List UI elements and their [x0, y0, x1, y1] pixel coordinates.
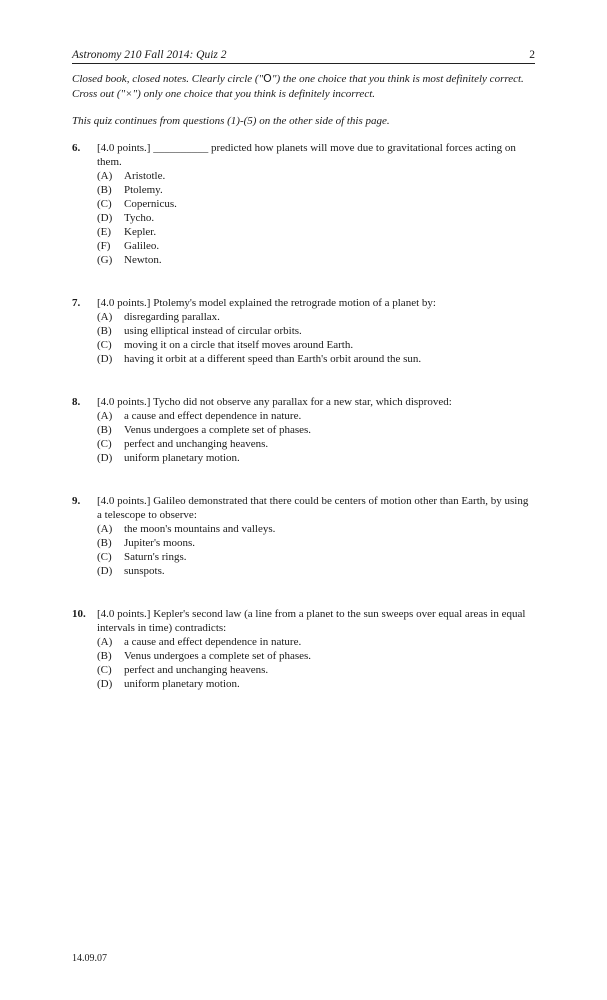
- choice-letter: (C): [97, 551, 112, 563]
- circle-mark: O: [263, 72, 272, 85]
- instructions: [72, 71, 535, 102]
- choice-text: Aristotle.: [124, 170, 166, 182]
- question-number: 7.: [72, 297, 81, 309]
- choice-text: a cause and effect dependence in nature.: [124, 636, 302, 648]
- choice-text: perfect and unchanging heavens.: [124, 664, 269, 676]
- choice-text: Galileo.: [124, 240, 160, 252]
- question-item: [72, 607, 535, 691]
- question-list: [72, 141, 535, 691]
- answer-choice: [97, 183, 535, 197]
- choice-text: Copernicus.: [124, 198, 177, 210]
- choice-text: using elliptical instead of circular orbits.: [124, 325, 302, 337]
- choice-letter: (D): [97, 353, 113, 365]
- answer-choice: [97, 522, 535, 536]
- choice-letter: (B): [97, 650, 112, 662]
- choice-text: Venus undergoes a complete set of phases.: [124, 650, 312, 662]
- choice-text: perfect and unchanging heavens.: [124, 438, 269, 450]
- question-body: [97, 607, 535, 691]
- answer-choice: [97, 437, 535, 451]
- choice-text: uniform planetary motion.: [124, 452, 240, 464]
- instructions-part2: ") the one choice that you think is most definitely correct. Cross out ("×") only one choice that you think is definitely incorrect.: [72, 73, 524, 100]
- instructions-part1: Closed book, closed notes. Clearly circle (": [72, 73, 264, 85]
- question-item: [72, 395, 535, 465]
- choice-text: disregarding parallax.: [124, 311, 220, 323]
- choice-text: the moon's mountains and valleys.: [124, 523, 276, 535]
- answer-choice: [97, 352, 535, 366]
- answer-choice: [97, 649, 535, 663]
- footer-date: 14.09.07: [72, 953, 107, 964]
- choice-text: having it orbit at a different speed than Earth's orbit around the sun.: [124, 353, 422, 365]
- choice-letter: (B): [97, 424, 112, 436]
- answer-choice: [97, 225, 535, 239]
- question-item: [72, 494, 535, 578]
- answer-choice: [97, 550, 535, 564]
- question-body: [97, 395, 535, 465]
- choice-letter: (C): [97, 664, 112, 676]
- choice-letter: (C): [97, 438, 112, 450]
- answer-choice: [97, 338, 535, 352]
- question-text: [4.0 points.] Galileo demonstrated that there could be centers of motion other than Earth, by using a telescope to observe:: [97, 495, 529, 521]
- question-body: [97, 141, 535, 267]
- quiz-title: Astronomy 210 Fall 2014: Quiz 2: [72, 49, 227, 61]
- choice-text: Saturn's rings.: [124, 551, 187, 563]
- choice-letter: (A): [97, 311, 113, 323]
- page-number: 2: [529, 49, 535, 61]
- question-text: [4.0 points.] __________ predicted how planets will move due to gravitational forces acting on them.: [97, 142, 516, 168]
- choice-letter: (B): [97, 184, 112, 196]
- choice-text: moving it on a circle that itself moves around Earth.: [124, 339, 354, 351]
- choice-letter: (B): [97, 325, 112, 337]
- choice-letter: (D): [97, 212, 113, 224]
- choice-text: Tycho.: [124, 212, 155, 224]
- choice-text: Ptolemy.: [124, 184, 163, 196]
- answer-choice: [97, 211, 535, 225]
- question-item: [72, 296, 535, 366]
- choice-text: Venus undergoes a complete set of phases.: [124, 424, 312, 436]
- choice-letter: (E): [97, 226, 112, 238]
- choice-letter: (C): [97, 339, 112, 351]
- choice-letter: (D): [97, 452, 113, 464]
- page-header: [72, 48, 535, 64]
- answer-choice: [97, 324, 535, 338]
- answer-choice: [97, 239, 535, 253]
- choice-text: sunspots.: [124, 565, 165, 577]
- answer-choice: [97, 564, 535, 578]
- choice-letter: (A): [97, 410, 113, 422]
- answer-choice: [97, 677, 535, 691]
- question-body: [97, 494, 535, 578]
- choice-letter: (A): [97, 523, 113, 535]
- answer-choice: [97, 409, 535, 423]
- question-item: [72, 141, 535, 267]
- question-body: [97, 296, 535, 366]
- choice-letter: (C): [97, 198, 112, 210]
- question-text: [4.0 points.] Ptolemy's model explained the retrograde motion of a planet by:: [97, 297, 436, 309]
- choice-letter: (B): [97, 537, 112, 549]
- choice-letter: (A): [97, 170, 113, 182]
- quiz-page: [72, 48, 535, 691]
- answer-choice: [97, 536, 535, 550]
- question-text: [4.0 points.] Kepler's second law (a line from a planet to the sun sweeps over equal areas in equal intervals in time) contradicts:: [97, 608, 526, 634]
- choice-text: Jupiter's moons.: [124, 537, 196, 549]
- choice-text: Newton.: [124, 254, 162, 266]
- choice-text: a cause and effect dependence in nature.: [124, 410, 302, 422]
- choice-text: uniform planetary motion.: [124, 678, 240, 690]
- answer-choice: [97, 451, 535, 465]
- question-number: 8.: [72, 396, 81, 408]
- answer-choice: [97, 169, 535, 183]
- answer-choice: [97, 253, 535, 267]
- answer-choice: [97, 663, 535, 677]
- choice-letter: (D): [97, 678, 113, 690]
- question-number: 10.: [72, 608, 86, 620]
- question-number: 9.: [72, 495, 81, 507]
- choice-text: Kepler.: [124, 226, 157, 238]
- choice-letter: (D): [97, 565, 113, 577]
- choice-letter: (A): [97, 636, 113, 648]
- choice-letter: (G): [97, 254, 113, 266]
- choice-letter: (F): [97, 240, 111, 252]
- question-text: [4.0 points.] Tycho did not observe any parallax for a new star, which disproved:: [97, 396, 452, 408]
- continue-note: This quiz continues from questions (1)-(5) on the other side of this page.: [72, 115, 390, 127]
- answer-choice: [97, 423, 535, 437]
- answer-choice: [97, 635, 535, 649]
- answer-choice: [97, 310, 535, 324]
- answer-choice: [97, 197, 535, 211]
- question-number: 6.: [72, 142, 81, 154]
